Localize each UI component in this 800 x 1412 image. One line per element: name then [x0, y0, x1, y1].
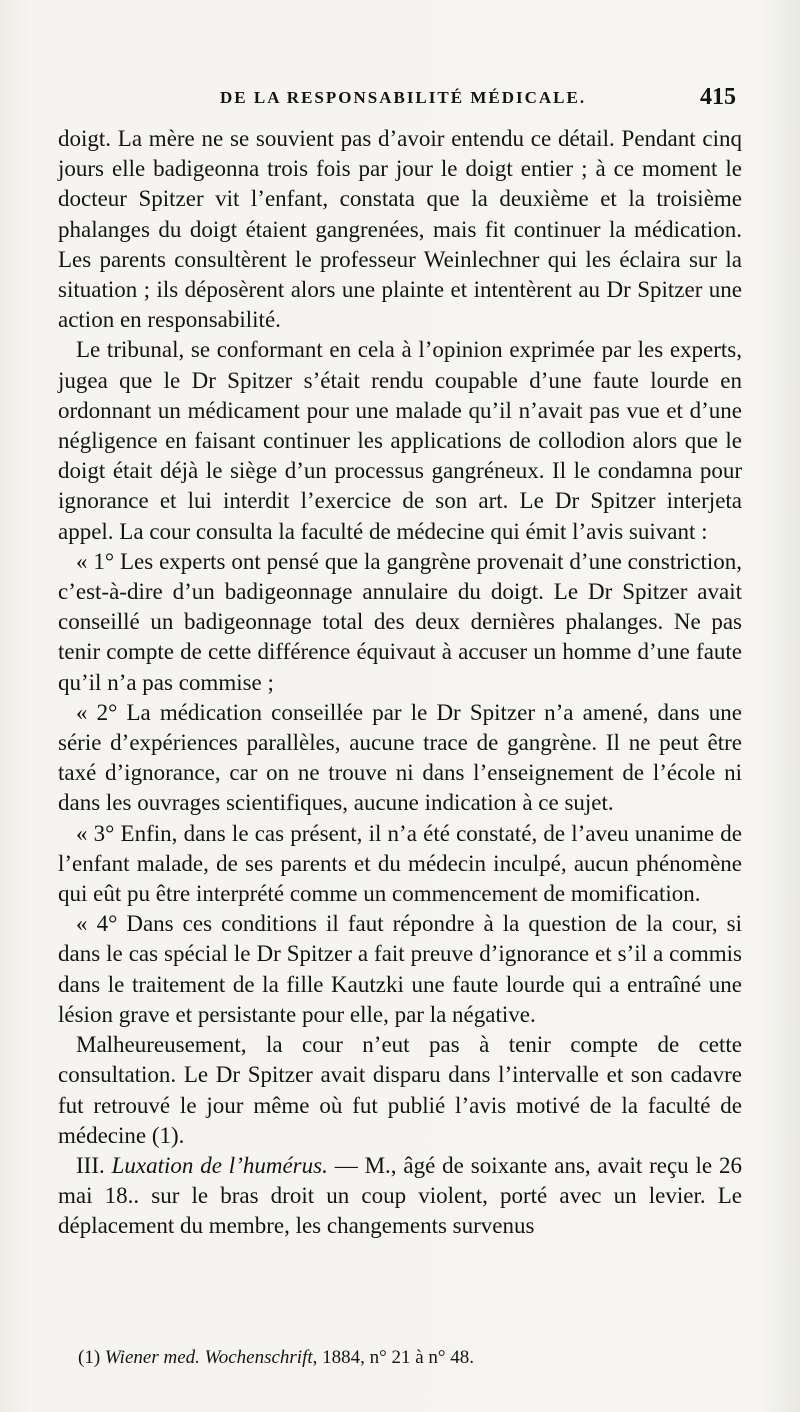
paragraph-text: — M., âgé de soixante ans, avait reçu le 26 mai 18.. sur le bras droit un coup violent, porté avec un levier. Le déplacement du membre, les changements survenus	[58, 1152, 742, 1239]
paragraph-text: Le tribunal, se conformant en cela à l’opinion exprimée par les experts, jugea que le Dr Spitzer s’était rendu coupable d’une faute lourde en ordonnant un médicament pour une malade qu’il n’avait pas vue et d’une négligence en faisant continuer les applications de collodion alors que le doigt était déjà le siège d’un processus gangréneux. Il le condamna pour ignorance et lui interdit l’exercice de son art. Le Dr Spitzer interjeta appel. La cour consulta la faculté de médecine qui émit l’avis suivant :	[58, 337, 742, 544]
footnote	[78, 1346, 738, 1370]
paragraph-text: « 1° Les experts ont pensé que la gangrène provenait d’une constriction, c’est-à-dire d’un badigeonnage annulaire du doigt. Le Dr Spitzer avait conseillé un badigeonnage total des deux dernières phalanges. Ne pas tenir compte de cette différence équivaut à accuser un homme d’une faute qu’il n’a pas commise ;	[58, 548, 742, 695]
footnote-marker: (1)	[78, 1347, 101, 1368]
section-heading: Luxation de l’humérus.	[111, 1152, 328, 1178]
paragraph	[58, 547, 742, 698]
running-header	[0, 86, 800, 116]
footnote-work: Wiener med. Wochenschrift	[104, 1347, 313, 1368]
paragraph-text: Malheureusement, la cour n’eut pas à tenir compte de cette consultation. Le Dr Spitzer avait disparu dans l’intervalle et son cadavre fut retrouvé le jour même où fut publié l’avis motivé de la faculté de médecine (1).	[58, 1032, 742, 1148]
page-number: 415	[700, 84, 736, 110]
paragraph	[58, 698, 742, 819]
paragraph	[58, 124, 742, 335]
paragraph	[58, 1030, 742, 1151]
body-text	[58, 124, 742, 1242]
paragraph-text: « 4° Dans ces conditions il faut répondre à la question de la cour, si dans le cas spécial le Dr Spitzer a fait preuve d’ignorance et s’il a commis dans le traitement de la fille Kautzki une faute lourde qui a entraîné une lésion grave et persistante pour elle, par la négative.	[58, 911, 742, 1027]
footnote-rest: , 1884, n° 21 à n° 48.	[312, 1347, 475, 1368]
running-title: DE LA RESPONSABILITÉ MÉDICALE.	[220, 88, 587, 107]
paragraph-text: « 3° Enfin, dans le cas présent, il n’a été constaté, de l’aveu unanime de l’enfant malade, de ses parents et du médecin inculpé, aucun phénomène qui eût pu être interprété comme un commencement de momification.	[58, 820, 742, 907]
paragraph	[58, 909, 742, 1030]
paragraph-text: doigt. La mère ne se souvient pas d’avoir entendu ce détail. Pendant cinq jours elle badigeonna trois fois par jour le doigt entier ; à ce moment le docteur Spitzer vit l’enfant, constata que la deuxième et la troisième phalanges du doigt étaient gangrenées, mais fit continuer la médication. Les parents consultèrent le professeur Weinlechner qui les éclaira sur la situation ; ils déposèrent alors une plainte et intentèrent au Dr Spitzer une action en responsabilité.	[58, 126, 742, 333]
paragraph-text: « 2° La médication conseillée par le Dr Spitzer n’a amené, dans une série d’expériences parallèles, aucune trace de gangrène. Il ne peut être taxé d’ignorance, car on ne trouve ni dans l’enseignement de l’école ni dans les ouvrages scientifiques, aucune indication à ce sujet.	[58, 699, 742, 816]
paragraph	[58, 819, 742, 910]
paragraph	[58, 335, 742, 546]
section-prefix: III.	[76, 1152, 112, 1178]
paragraph	[58, 1151, 742, 1242]
